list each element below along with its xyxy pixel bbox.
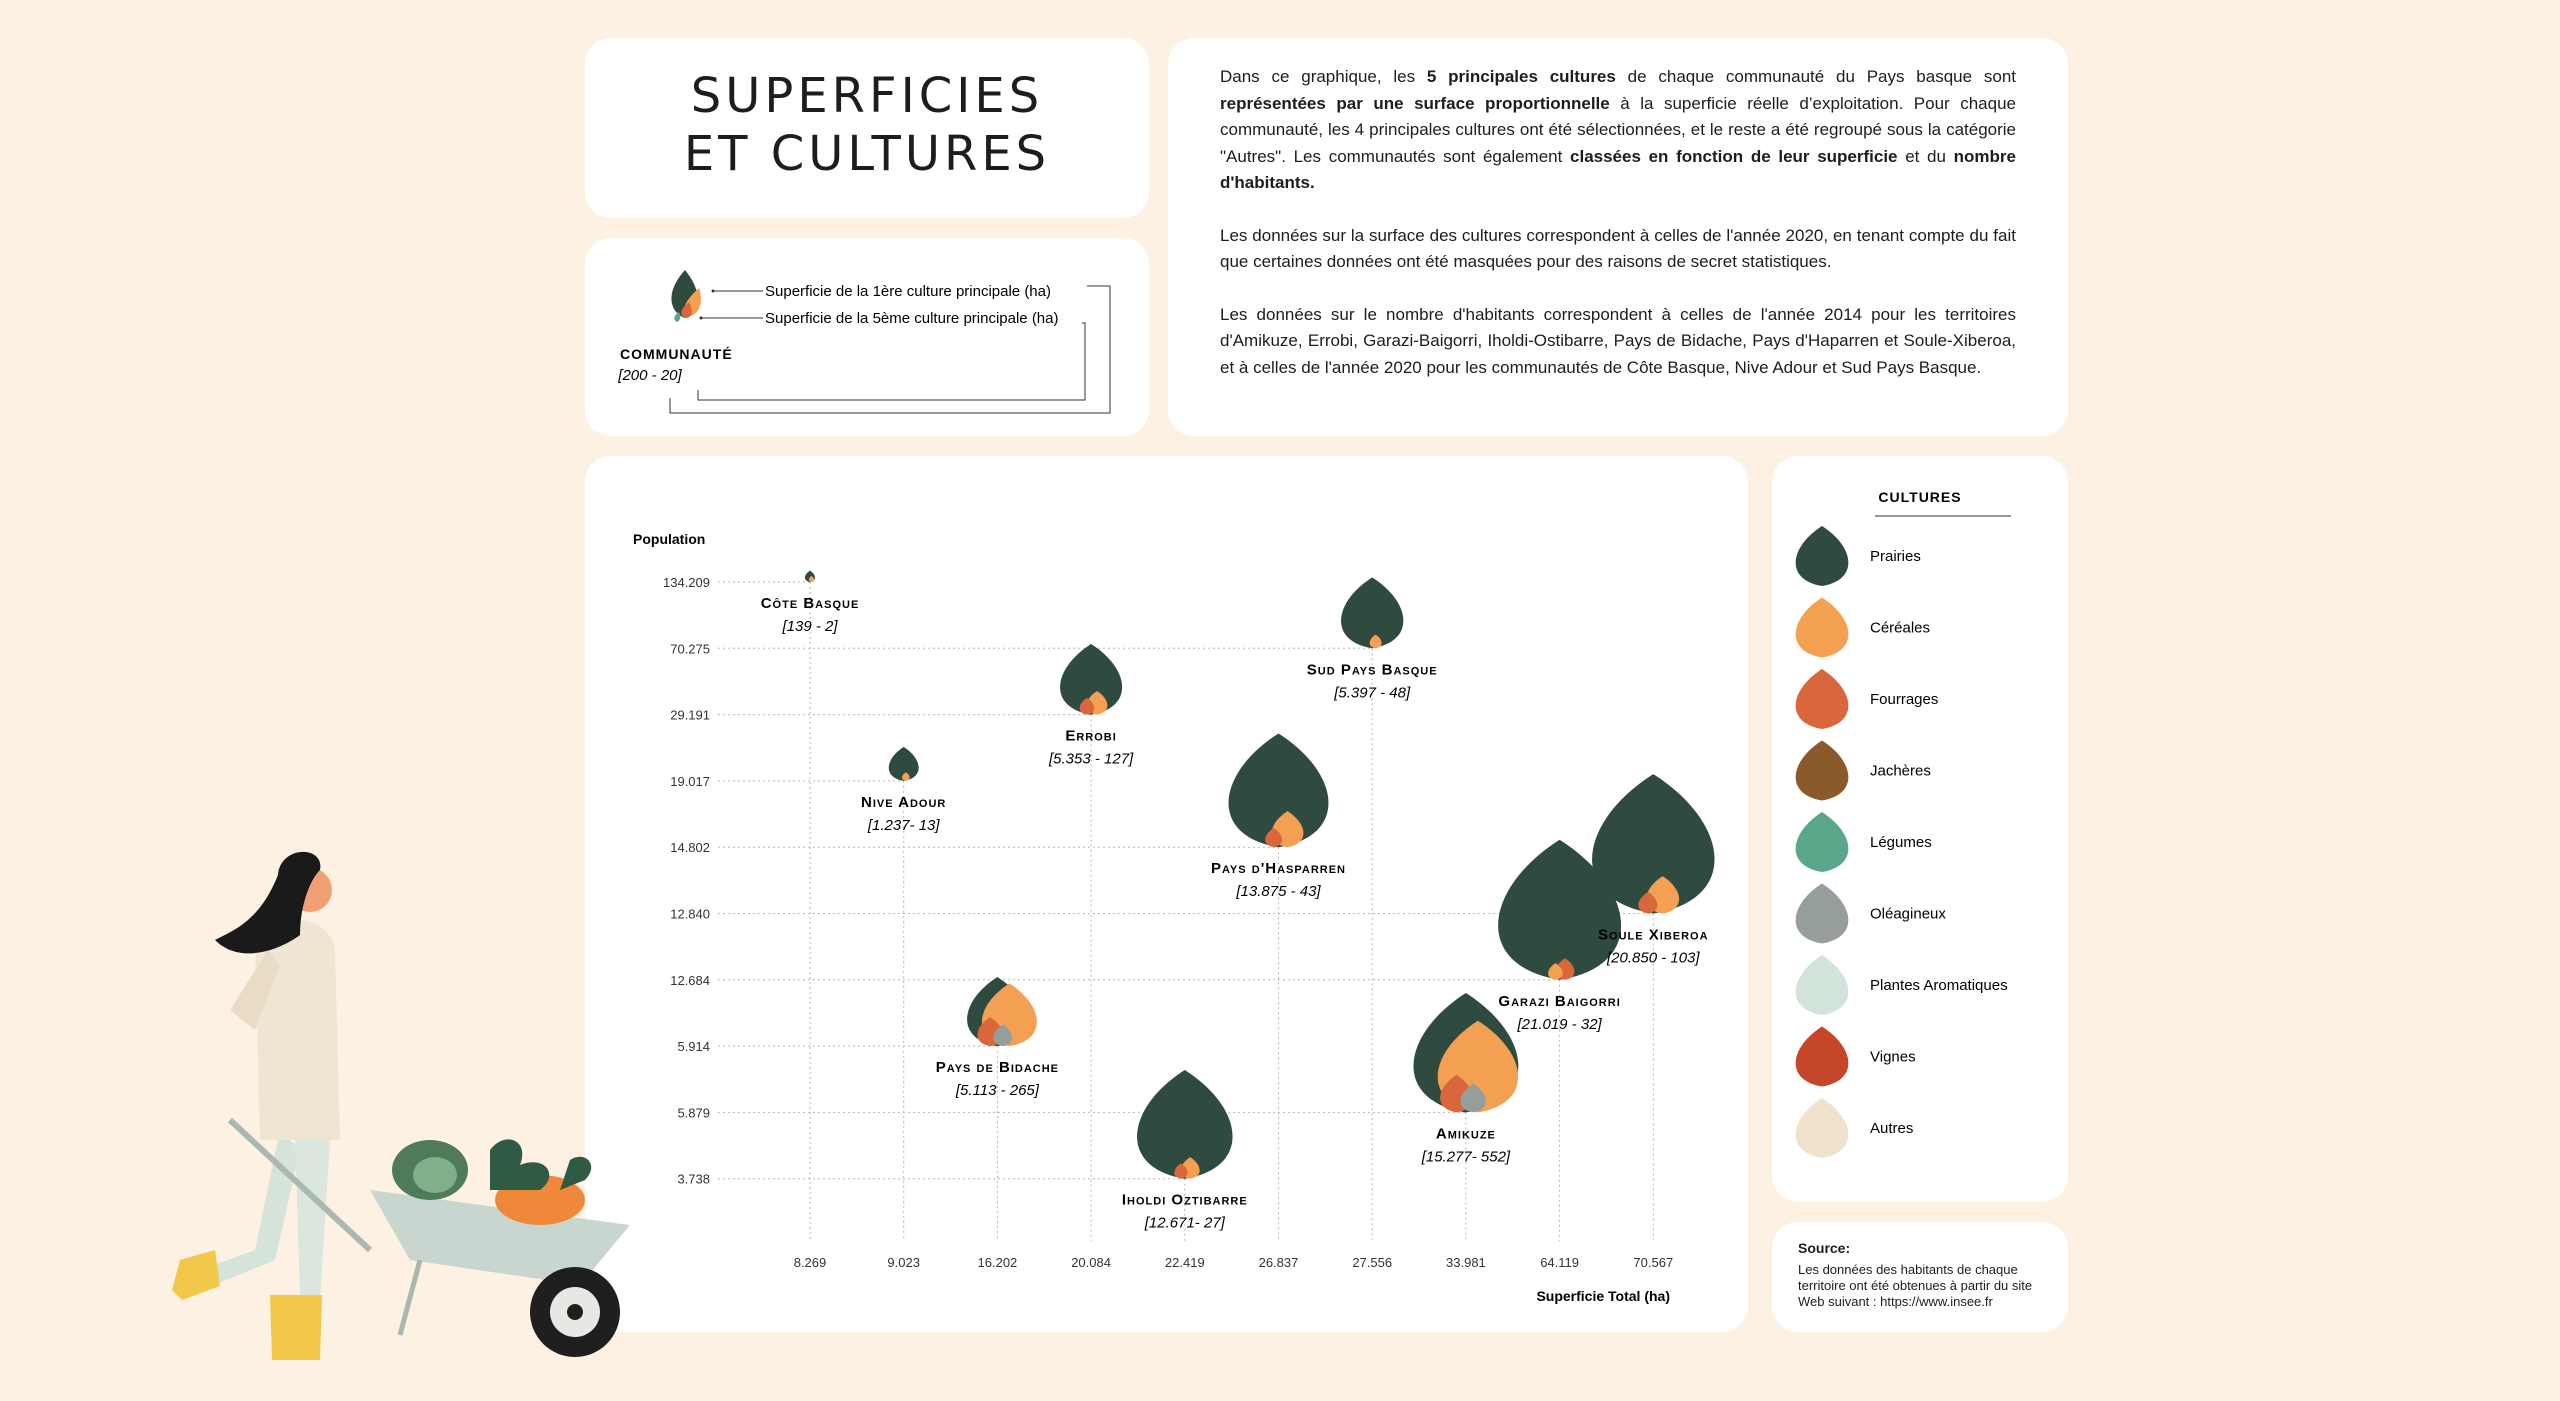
wheelbarrow-leg bbox=[400, 1260, 420, 1335]
point-range: [13.875 - 43] bbox=[1236, 883, 1321, 901]
culture-legend-flame bbox=[1796, 884, 1849, 944]
data-point bbox=[805, 571, 815, 582]
x-tick-label: 70.567 bbox=[1633, 1255, 1674, 1270]
culture-legend-label: Oléagineux bbox=[1870, 905, 1946, 923]
point-name: Pays de Bidache bbox=[935, 1059, 1060, 1077]
point-range: [5.397 - 48] bbox=[1334, 684, 1411, 702]
point-range: [20.850 - 103] bbox=[1607, 949, 1700, 967]
legend-example-diagram bbox=[585, 238, 1149, 436]
culture-legend-label: Légumes bbox=[1870, 834, 1932, 851]
culture-legend-label: Fourrages bbox=[1870, 691, 1939, 708]
page-title-line1: SUPERFICIES bbox=[690, 68, 1044, 124]
culture-legend-flame bbox=[1796, 1098, 1849, 1158]
description-run-7: nombre d'habitants. bbox=[1220, 146, 2016, 192]
x-tick-label: 26.837 bbox=[1258, 1255, 1299, 1270]
point-range: [15.277- 552] bbox=[1421, 1148, 1511, 1166]
point-range: [21.019 - 32] bbox=[1517, 1015, 1602, 1033]
legend-first-label: Superficie de la 1ère culture principale (ha) bbox=[765, 283, 1051, 300]
cultures-legend bbox=[1772, 456, 2068, 1202]
page-title-line2: ET CULTURES bbox=[683, 126, 1051, 182]
description-card bbox=[1168, 38, 2068, 436]
point-name: Côte Basque bbox=[760, 595, 860, 612]
legend-community-label: COMMUNAUTÉ bbox=[620, 346, 733, 362]
culture-legend-flame bbox=[1796, 955, 1849, 1015]
culture-legend-label: Autres bbox=[1870, 1120, 1914, 1137]
point-name: Nive Adour bbox=[860, 793, 947, 811]
description-run-6: et du bbox=[1897, 146, 1954, 166]
source-heading: Source: bbox=[1798, 1240, 1851, 1256]
gardener-front-boot bbox=[270, 1295, 322, 1360]
cultures-title: CULTURES bbox=[1878, 489, 1962, 505]
culture-legend-flame bbox=[1796, 1027, 1849, 1087]
source-card bbox=[1772, 1222, 2068, 1332]
description-run-1: 5 principales cultures bbox=[1426, 67, 1616, 86]
vegetable-leaves bbox=[490, 1139, 549, 1190]
gardener-front-leg bbox=[295, 1130, 330, 1300]
y-tick-label: 14.802 bbox=[670, 840, 710, 856]
point-name: Errobi bbox=[1065, 727, 1117, 745]
y-tick-label: 19.017 bbox=[670, 773, 710, 789]
y-tick-label: 3.738 bbox=[677, 1171, 710, 1187]
point-range: [5.113 - 265] bbox=[955, 1082, 1039, 1100]
x-tick-label: 8.269 bbox=[793, 1255, 827, 1270]
y-tick-label: 12.840 bbox=[670, 906, 710, 922]
y-tick-label: 70.275 bbox=[670, 641, 710, 657]
x-tick-label: 16.202 bbox=[977, 1255, 1018, 1270]
data-point bbox=[1413, 993, 1518, 1112]
source-text: Les données des habitants de chaque territoire ont été obtenues à partir du site Web suivant : https://www.insee.fr bbox=[1798, 1262, 2033, 1309]
point-name: Iholdi Oztibarre bbox=[1121, 1191, 1248, 1209]
data-point bbox=[1229, 733, 1329, 847]
example-flame-tiny bbox=[674, 312, 680, 322]
title-card bbox=[585, 38, 1149, 218]
legend-example-card bbox=[585, 238, 1149, 436]
description-run-3: représentées par une surface proportionnelle bbox=[1220, 93, 1610, 113]
culture-legend-label: Prairies bbox=[1870, 548, 1921, 565]
description-run-0: Dans ce graphique, les bbox=[1220, 67, 1427, 86]
culture-legend-label: Jachères bbox=[1870, 762, 1931, 780]
y-tick-label: 5.914 bbox=[677, 1039, 710, 1055]
x-tick-label: 9.023 bbox=[887, 1255, 920, 1270]
legend-range-label: [200 - 20] bbox=[618, 367, 682, 384]
data-point bbox=[1137, 1070, 1232, 1179]
culture-legend-label: Céréales bbox=[1870, 619, 1931, 637]
description-run-4: à la superficie réelle d’exploitation. Pour chaque communauté, les 4 principales cultures ont été sélectionnées, et le reste a été regroupé sous la catégorie "Autres". Les communautés sont également bbox=[1220, 93, 2016, 166]
data-point bbox=[1060, 644, 1122, 715]
legend-fifth-label: Superficie de la 5ème culture principale (ha) bbox=[765, 310, 1059, 327]
y-tick-label: 29.191 bbox=[670, 707, 710, 723]
data-point bbox=[889, 747, 919, 781]
data-point bbox=[1592, 774, 1714, 913]
x-tick-label: 22.419 bbox=[1164, 1255, 1205, 1270]
gardener-back-boot bbox=[172, 1250, 220, 1300]
chart-card bbox=[585, 456, 1748, 1332]
point-range: [12.671- 27] bbox=[1144, 1214, 1225, 1232]
culture-legend-label: Plantes Aromatiques bbox=[1870, 977, 2008, 994]
x-tick-label: 27.556 bbox=[1352, 1255, 1393, 1270]
point-name: Soule Xiberoa bbox=[1598, 926, 1709, 944]
point-range: [5.353 - 127] bbox=[1048, 750, 1134, 768]
culture-legend-label: Vignes bbox=[1870, 1048, 1916, 1066]
x-tick-label: 20.084 bbox=[1071, 1255, 1111, 1270]
x-tick-label: 33.981 bbox=[1446, 1255, 1486, 1270]
description-paragraph-2: Les données sur la surface des cultures correspondent à celles de l'année 2020, en tenant compte du fait que certaines données ont été masquées pour des raisons de secret statistiques. bbox=[1220, 225, 2016, 271]
point-name: Amikuze bbox=[1435, 1125, 1496, 1143]
culture-legend-flame bbox=[1796, 669, 1849, 729]
scatter-chart bbox=[585, 456, 1748, 1332]
description-run-5: classées en fonction de leur superficie bbox=[1570, 146, 1898, 166]
culture-legend-flame bbox=[1796, 741, 1849, 801]
x-tick-label: 64.119 bbox=[1540, 1255, 1579, 1270]
culture-legend-flame bbox=[1796, 812, 1849, 872]
point-range: [1.237- 13] bbox=[867, 816, 940, 834]
description-paragraph-3: Les données sur le nombre d'habitants correspondent à celles de l'année 2014 pour les territoires d'Amikuze, Errobi, Garazi-Baigorri, Iholdi-Ostibarre, Pays de Bidache, Pays d'Haparren et Soule-Xiberoa, et à celles de l'année 2020 pour les communautés de Côte Basque, Nive Adour et Sud Pays Basque. bbox=[1220, 304, 2016, 377]
description-run-2: de chaque communauté du Pays basque sont bbox=[1615, 67, 2017, 86]
cultures-legend-card bbox=[1772, 456, 2068, 1202]
y-axis-label: Population bbox=[633, 531, 706, 547]
y-tick-label: 12.684 bbox=[670, 972, 710, 988]
y-tick-label: 134.209 bbox=[663, 575, 710, 590]
bracket-first bbox=[670, 286, 1110, 413]
gardener-illustration bbox=[160, 830, 660, 1390]
data-point bbox=[1341, 577, 1403, 648]
data-point bbox=[967, 977, 1037, 1046]
y-tick-label: 5.879 bbox=[677, 1105, 710, 1121]
x-axis-label: Superficie Total (ha) bbox=[1536, 1288, 1670, 1304]
point-name: Sud Pays Basque bbox=[1306, 661, 1438, 679]
culture-legend-flame bbox=[1796, 598, 1849, 658]
description-paragraph-1 bbox=[1220, 64, 2016, 197]
culture-legend-flame bbox=[1796, 526, 1849, 586]
point-range: [139 - 2] bbox=[782, 618, 838, 635]
point-name: Garazi Baigorri bbox=[1498, 992, 1621, 1010]
point-name: Pays d'Hasparren bbox=[1210, 860, 1347, 878]
bracket-fifth bbox=[698, 323, 1085, 400]
